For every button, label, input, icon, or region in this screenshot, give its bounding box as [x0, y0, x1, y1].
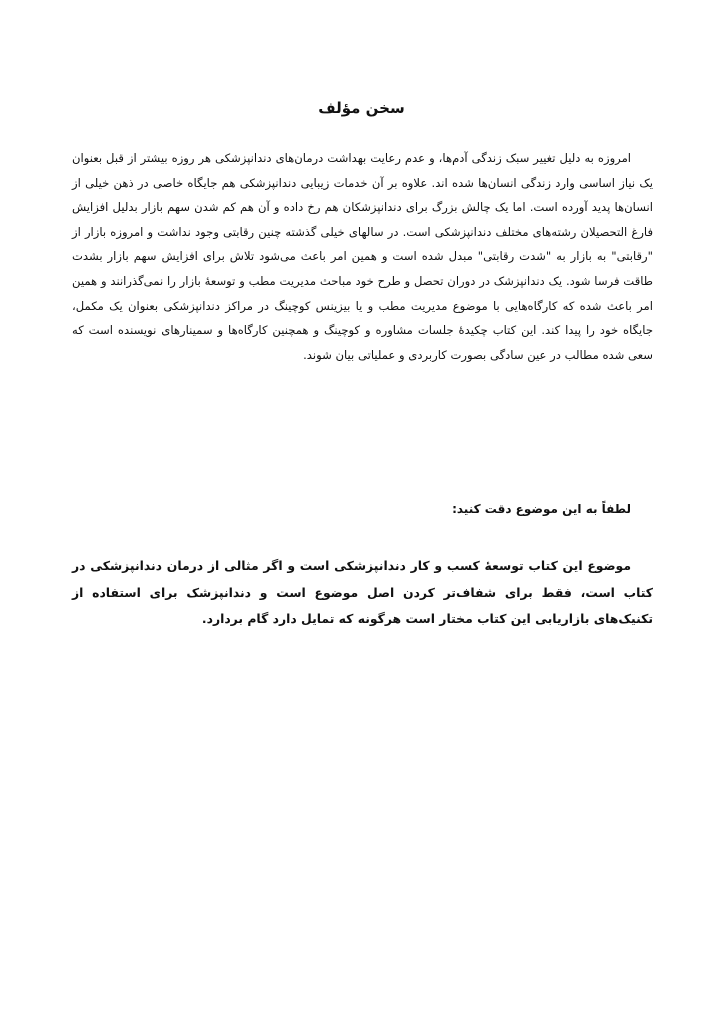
page-title: سخن مؤلف [318, 99, 405, 117]
notice-paragraph: موضوع این کتاب توسعهٔ کسب و کار دندانپزشکی است و اگر مثالی از درمان دندانپزشکی در کتاب است، فقط برای شفاف‌تر کردن اصل موضوع است و دندانپزشک برای استفاده از تکنیک‌های بازاریابی این کتاب مختار است هرگونه که تمایل دارد گام بردارد. [72, 558, 653, 626]
notice-heading: لطفاً به این موضوع دقت کنید: [452, 502, 631, 516]
intro-paragraph: امروزه به دلیل تغییر سبک زندگی آدم‌ها، و عدم رعایت بهداشت درمان‌های دندانپزشکی هر روزه بیشتر از قبل بعنوان یک نیاز اساسی وارد زندگی انسان‌ها شده اند. علاوه بر آن خدمات زیبایی دندانپزشکی هم جایگاه خاصی در ذهن خیلی از انسان‌ها پدید آورده است. اما یک چالش بزرگ برای دندانپزشکان هم رخ داده و آن هم کم شدن سهم بازار بدلیل افزایش فارغ التحصیلان رشته‌های مختلف دندانپزشکی است. در سالهای خیلی گذشته چنین رقابتی وجود نداشت و امروزه بازار از "رقابتی" به بازار به "شدت رقابتی" مبدل شده است و همین امر باعث می‌شود تلاش برای افزایش سهم بازار بشدت طاقت فرسا شود. یک دندانپزشک در دوران تحصل و طرح خود مباحث مدیریت مطب و توسعهٔ بازار را نمی‌گذرانند و همین امر باعث شده که کارگاه‌هایی با موضوع مدیریت مطب و یا بیزینس کوچینگ در مراکز دندانپزشکی بعنوان یک مکمل، جایگاه خود را پیدا کند. این کتاب چکیدهٔ جلسات مشاوره و کوچینگ و همچنین کارگاه‌ها و سمینارهای نویسنده است که سعی شده مطالب در عین سادگی بصورت کاربردی و عملیاتی بیان شوند. [72, 151, 653, 362]
